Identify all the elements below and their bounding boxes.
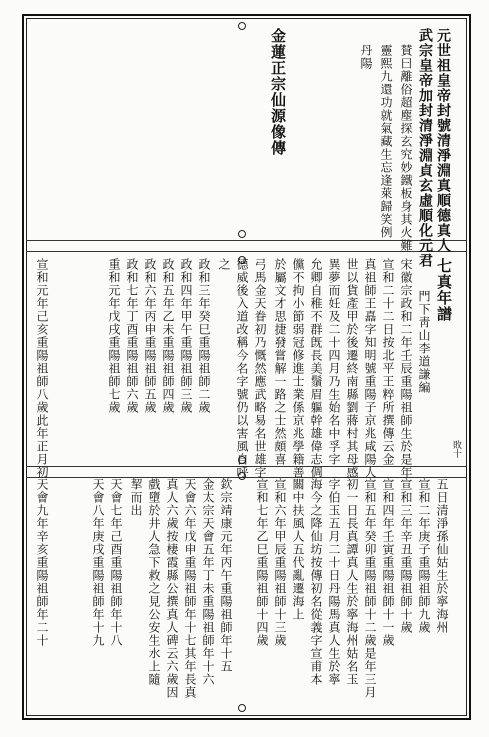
- text-column: 政和六年丙申重陽祖師五歲: [143, 258, 157, 414]
- text-column: 天會六年戊申重陽祖師年十七其年長真: [183, 478, 197, 699]
- text-column: 之: [217, 258, 231, 271]
- text-column: 丹陽: [359, 44, 373, 70]
- text-column: 弓馬金天眷初乃慨然應武略易名世雄字: [253, 258, 267, 479]
- text-column: 天會八年庚戌重陽祖師年十九: [91, 478, 105, 647]
- text-column: 政和三年癸巳重陽祖師二歲: [197, 258, 211, 414]
- author-line: 門下靑山李道謙編: [417, 290, 431, 394]
- text-column: 五日清淨孫仙姑生於寧海州: [435, 478, 449, 634]
- section-heading: 七真年譜: [435, 258, 453, 322]
- text-column: 政和五年乙未重陽祖師四歲: [161, 258, 175, 414]
- text-column: 武宗皇帝加封清淨淵貞玄虛順化元君: [417, 28, 433, 268]
- text-column: 挈而出: [129, 478, 143, 517]
- text-column: 關中扶風人五代亂遷海上: [291, 478, 305, 621]
- text-column: 字伯玉五月二十日丹陽馬真人生於寧: [327, 478, 341, 686]
- text-column: 宣和元年己亥重陽祖師八歲此年正月初: [35, 258, 49, 479]
- text-column: 宣和四年壬寅重陽祖師十一歲: [381, 478, 395, 647]
- text-column: 金太宗天會五年丁未重陽祖師年十六: [201, 478, 215, 686]
- text-column: 宣和二十二日按北平王粹所撰傳云金: [381, 258, 395, 466]
- binding-hole-icon: [238, 704, 246, 712]
- text-column: 初一日長真譚真人生於寧海州姑名玉: [345, 478, 359, 686]
- text-column: 靈熙九還功就氣藏生忘逢萊歸笑例: [379, 44, 393, 239]
- text-column: 宋徽宗政和二年壬辰重陽祖師生於是年: [399, 258, 413, 479]
- text-column: 允卿自稚不群旣長美鬚眉軀幹雄偉志倜: [309, 258, 323, 479]
- text-column: 元世祖皇帝封號清淨淵真順德真人: [435, 28, 451, 253]
- text-column: 政和七年丁酉重陽祖師六歲: [125, 258, 139, 414]
- text-column: 德威後入道改稱今名字號仍以害風自呼: [235, 258, 249, 479]
- page-number: 敗十: [451, 440, 461, 458]
- text-column: 世以貨產甲於後遷終南縣劉蔣村其母感: [345, 258, 359, 479]
- text-column: 海今之降仙坊按傳初名從義字宣甫本: [309, 478, 323, 686]
- text-column: 宣和三年辛丑重陽祖師十歲: [399, 478, 413, 634]
- text-column: 儻不拘小節弱冠修進士業係京兆學籍善: [291, 258, 305, 479]
- text-column: 於屬文才思捷發嘗解一路之士然頗喜: [273, 258, 287, 466]
- text-column: 重和元年戊戌重陽祖師七歲: [107, 258, 121, 414]
- binding-hole-icon: [238, 22, 246, 30]
- text-column: 宣和二年庚子重陽祖師九歲: [417, 478, 431, 634]
- text-column: 宣和六年甲辰重陽祖師十三歲: [273, 478, 287, 647]
- text-column: 賛曰離俗超塵探玄究妙鐵板身其火難: [399, 44, 413, 252]
- text-column: 真人六歲按棲霞縣公撰真人碑云六歲因: [165, 478, 179, 699]
- text-column: 宣和七年乙巳重陽祖師十四歲: [255, 478, 269, 647]
- text-column: 政和四年甲午重陽祖師三歲: [179, 258, 193, 414]
- binding-hole-icon: [238, 230, 246, 238]
- text-column: 宣和五年癸卯重陽祖師十二歲是年三月: [363, 478, 377, 699]
- text-column: 天會七年己酉重陽祖師年十八: [109, 478, 123, 647]
- text-column: 天會九年辛亥重陽祖師年二十: [35, 478, 49, 647]
- text-column: 戲墮於井人急下救之見公安生水上隨: [147, 478, 161, 686]
- page-title: 金蓮正宗仙源像傳: [269, 28, 287, 156]
- text-column: 異夢而妊及二十四月乃生始名中孚字: [327, 258, 341, 466]
- text-column: 真祖師王嚞字知明號重陽子京兆咸陽人: [363, 258, 377, 479]
- text-column: 欽宗靖康元年丙午重陽祖師年十五: [219, 478, 233, 673]
